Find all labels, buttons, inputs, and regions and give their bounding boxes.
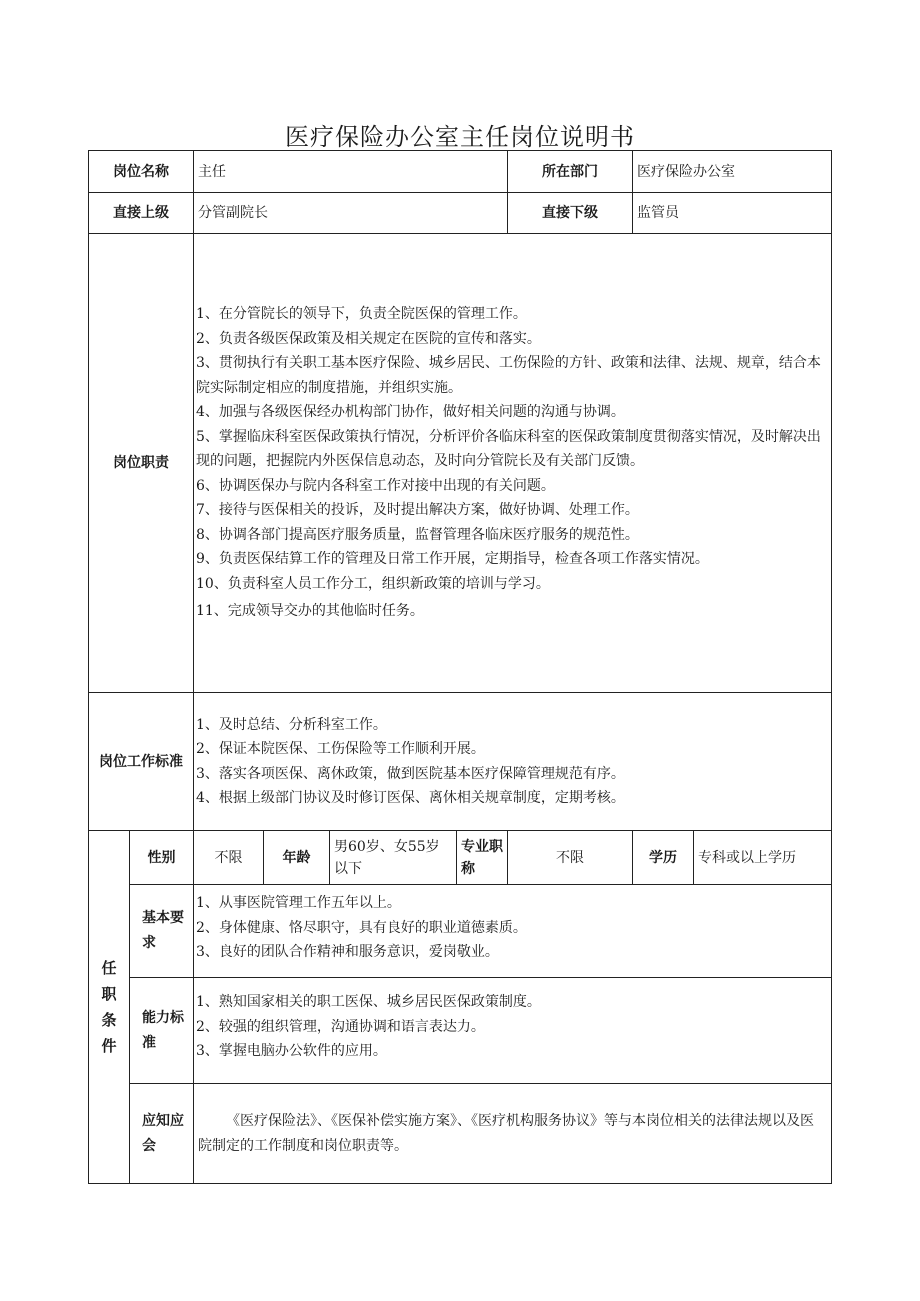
list-item: 2、保证本院医保、工伤保险等工作顺利开展。 [196,741,485,757]
department-value: 医疗保险办公室 [633,151,832,193]
qualifications-char: 条 [101,1011,117,1029]
basic-requirements-list [194,885,832,978]
list-item: 3、良好的团队合作精神和服务意识，爱岗敬业。 [196,944,499,960]
list-item: 10、负责科室人员工作分工，组织新政策的培训与学习。 [196,575,550,592]
list-item: 1、在分管院长的领导下，负责全院医保的管理工作。 [196,306,527,323]
superior-label: 直接上级 [89,193,194,234]
superior-value: 分管副院长 [194,193,508,234]
qualifications-label [89,831,130,1184]
list-item: 7、接待与医保相关的投诉，及时提出解决方案，做好协调、处理工作。 [196,502,639,519]
education-value: 专科或以上学历 [694,831,832,885]
list-item: 2、负责各级医保政策及相关规定在医院的宣传和落实。 [196,330,541,347]
standards-label: 岗位工作标准 [89,693,194,831]
list-item: 4、根据上级部门协议及时修订医保、离休相关规章制度，定期考核。 [196,790,625,806]
professional-title-label: 专业职称 [457,831,508,885]
row-position-name [89,151,832,193]
list-item: 2、较强的组织管理，沟通协调和语言表达力。 [196,1018,485,1035]
row-duties [89,234,832,693]
position-name-label: 岗位名称 [89,151,194,193]
document-title: 医疗保险办公室主任岗位说明书 [285,123,635,151]
row-standards [89,693,832,831]
standards-list [194,693,832,831]
qualifications-char: 件 [101,1037,117,1055]
list-item: 4、加强与各级医保经办机构部门协作，做好相关问题的沟通与协调。 [196,404,625,421]
ability-standards-label: 能力标准 [130,978,194,1084]
list-item: 3、贯彻执行有关职工基本医疗保险、城乡居民、工伤保险的方针、政策和法律、法规、规章，结合本院实际制定相应的制度措施，并组织实施。 [196,355,821,396]
subordinate-value: 监管员 [633,193,832,234]
position-name-value: 主任 [194,151,508,193]
list-item: 11、完成领导交办的其他临时任务。 [196,603,424,620]
duties-list [194,234,832,693]
list-item: 1、熟知国家相关的职工医保、城乡居民医保政策制度。 [196,994,541,1010]
department-label: 所在部门 [508,151,633,193]
list-item: 1、从事医院管理工作五年以上。 [196,895,401,911]
required-knowledge-text: 《医疗保险法》、《医保补偿实施方案》、《医疗机构服务协议》等与本岗位相关的法律法规以及医院制定的工作制度和岗位职责等。 [194,1084,832,1184]
list-item: 3、落实各项医保、离休政策，做到医院基本医疗保障管理规范有序。 [196,765,625,782]
gender-value: 不限 [194,831,264,885]
age-value: 男60岁、女55岁以下 [330,831,457,885]
list-item: 8、协调各部门提高医疗服务质量，监督管理各临床医疗服务的规范性。 [196,526,639,543]
required-knowledge-label: 应知应会 [130,1084,194,1184]
list-item: 9、负责医保结算工作的管理及日常工作开展，定期指导，检查各项工作落实情况。 [196,551,709,568]
basic-requirements-label: 基本要求 [130,885,194,978]
row-ability-standards [89,978,832,1084]
list-item: 6、协调医保办与院内各科室工作对接中出现的有关问题。 [196,477,555,494]
professional-title-value: 不限 [508,831,633,885]
duties-label: 岗位职责 [89,234,194,693]
row-basic-requirements [89,885,832,978]
age-label: 年龄 [264,831,330,885]
row-supervisor [89,193,832,234]
gender-label: 性别 [130,831,194,885]
list-item: 3、掌握电脑办公软件的应用。 [196,1043,387,1059]
list-item: 5、掌握临床科室医保政策执行情况，分析评价各临床科室的医保政策制度贯彻落实情况，及时解决出现的问题，把握院内外医保信息动态，及时向分管院长及有关部门反馈。 [196,428,821,470]
row-required-knowledge [89,1084,832,1184]
list-item: 2、身体健康、恪尽职守，具有良好的职业道德素质。 [196,919,527,936]
ability-standards-list [194,978,832,1084]
list-item: 1、及时总结、分析科室工作。 [196,716,387,733]
row-basic-info [89,831,832,885]
job-description-table [88,150,832,1184]
education-label: 学历 [633,831,694,885]
qualifications-char: 任 [101,959,117,977]
qualifications-char: 职 [101,985,117,1003]
subordinate-label: 直接下级 [508,193,633,234]
